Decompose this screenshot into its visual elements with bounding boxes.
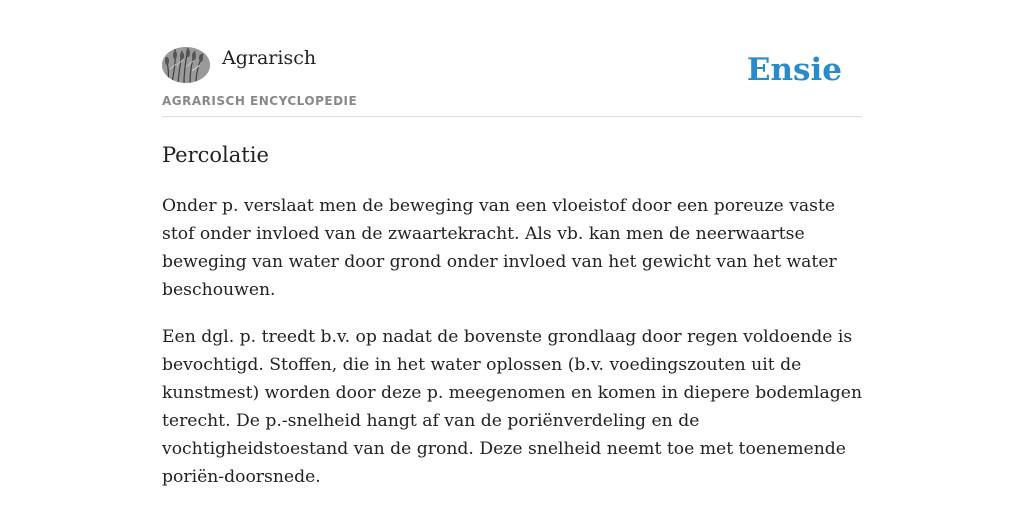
article-paragraph: Een dgl. p. treedt b.v. op nadat de bovenste grondlaag door regen voldoende is bevochtigd. Stoffen, die in het water oplossen (b.v. voedingszouten uit de kunstmest) worden door deze p. meegenomen en komen in diepere bodemlagen terecht. De p.-snelheid hangt af van de poriënverdeling en de vochtigheidstoestand van de grond. Deze snelheid neemt toe met toenemende poriën-doorsnede. [162,327,863,487]
site-header [162,44,862,117]
site-subtitle[interactable]: AGRARISCH ENCYCLOPEDIE [162,94,358,108]
brand-logo[interactable]: Ensie [746,52,842,88]
wheat-icon[interactable] [162,47,210,83]
article-body [162,192,867,510]
article-title: Percolatie [162,143,269,167]
article-paragraph: Onder p. verslaat men de beweging van een vloeistof door een poreuze vaste stof onder invloed van de zwaartekracht. Als vb. kan men de neerwaartse beweging van water door grond onder invloed van het gewicht van het water beschouwen. [162,196,837,300]
site-title[interactable]: Agrarisch [222,47,317,69]
